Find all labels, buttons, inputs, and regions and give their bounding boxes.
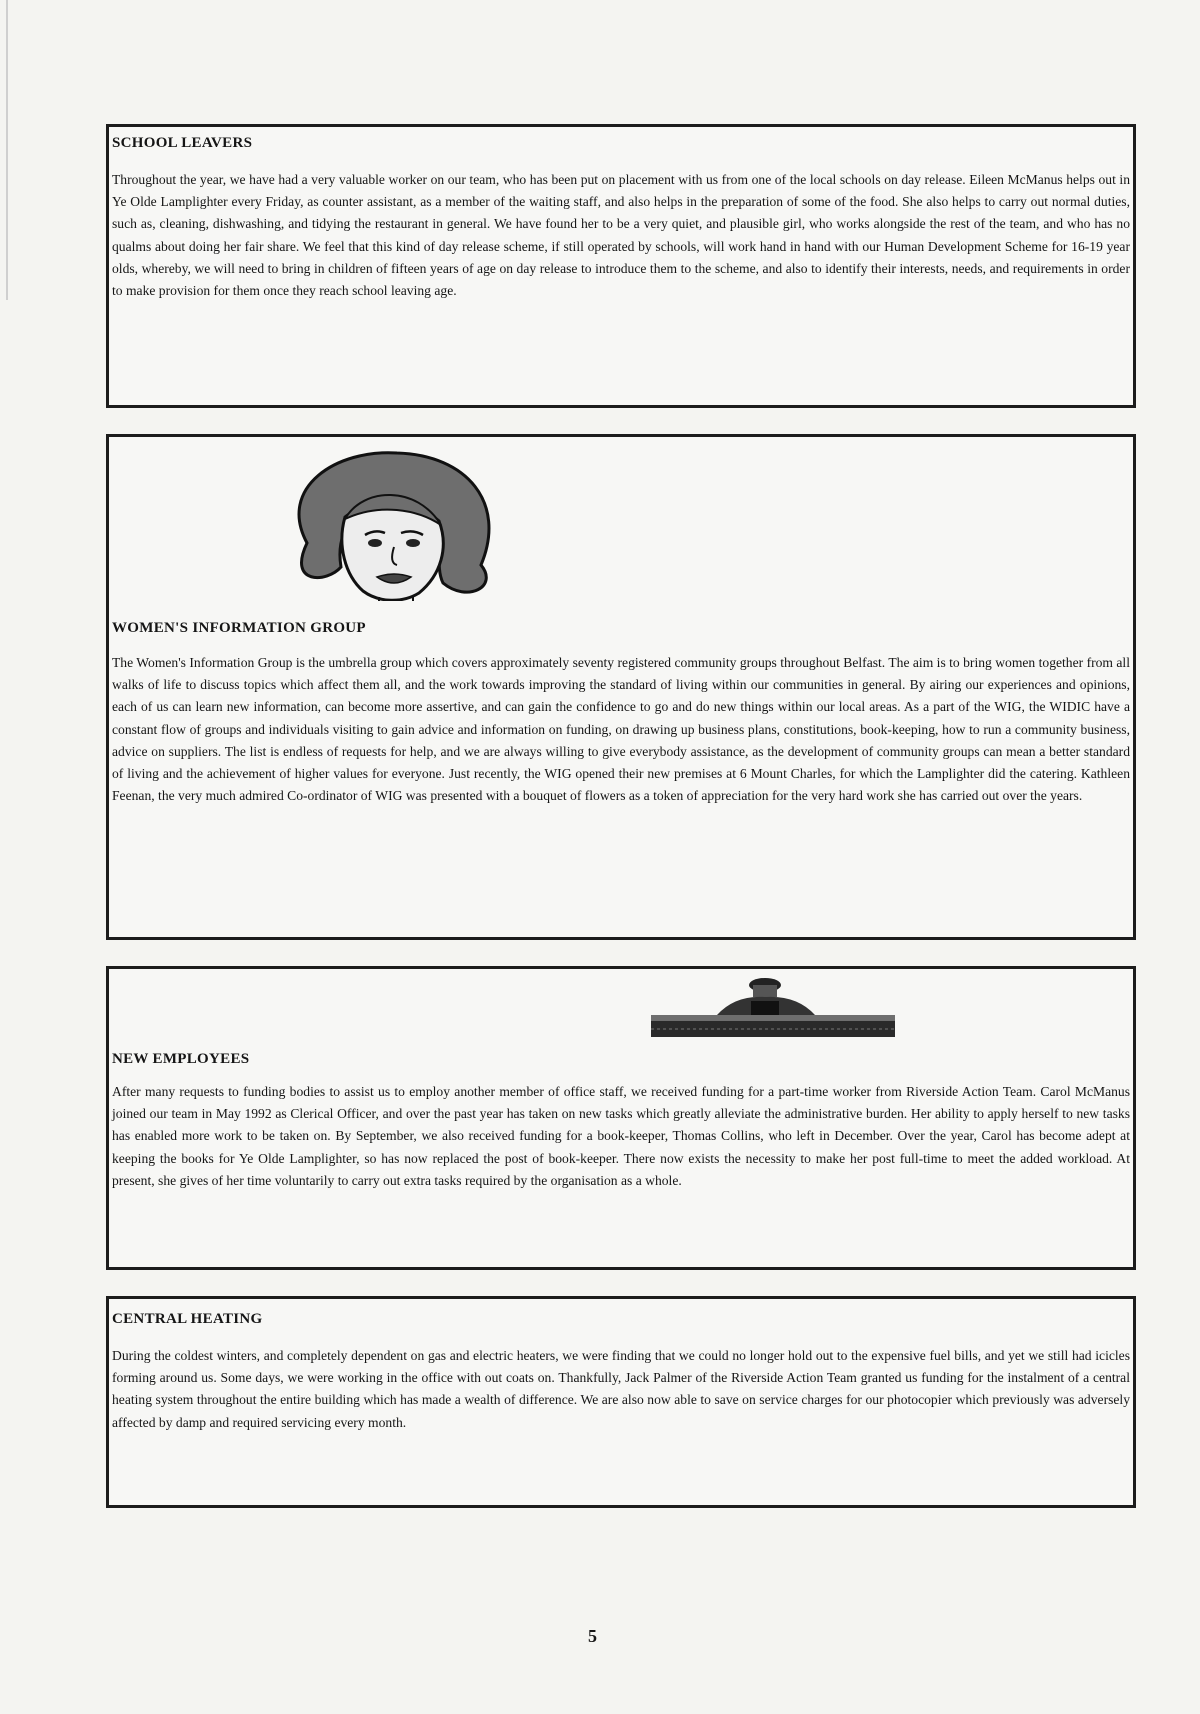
school-leavers-section	[106, 124, 1136, 408]
womens-information-group-title: WOMEN'S INFORMATION GROUP	[112, 620, 366, 636]
page-number: 5	[588, 1626, 597, 1646]
school-leavers-text: Throughout the year, we have had a very valuable worker on our team, who has been put on placement with us from one of the local schools on day release. Eileen McManus helps out in Ye Olde Lamplighter every Friday, as counter assistant, as a member of the waiting staff, and also helps in the preparation of some of the food. She also helps to carry out normal duties, such as, cleaning, dishwashing, and tidying the restaurant in general. We have found her to be a very quiet, and plausible girl, who works alongside the rest of the team, and who has no qualms about doing her fair share. We feel that this kind of day release scheme, if still operated by schools, will work hand in hand with our Human Development Scheme for 16-19 year olds, whereby, we will need to bring in children of fifteen years of age on day release to introduce them to the scheme, and also to identify their interests, needs, and requirements in order to make provision for them once they reach school leaving age.	[112, 172, 1130, 299]
school-leavers-title: SCHOOL LEAVERS	[112, 135, 253, 151]
central-heating-text: During the coldest winters, and completely dependent on gas and electric heaters, we were finding that we could no longer hold out to the expensive fuel bills, and yet we still had icicles forming around us. Some days, we were working in the office with out coats on. Thankfully, Jack Palmer of the Riverside Action Team granted us funding for the instalment of a central heating system throughout the entire building which has made a wealth of difference. We are also now able to save on service charges for our photocopier which previously was adversely affected by damp and required servicing every month.	[112, 1348, 1130, 1430]
woman-portrait-icon	[267, 447, 515, 601]
womens-information-group-text: The Women's Information Group is the umbrella group which covers approximately seventy registered community groups throughout Belfast. The aim is to bring women together from all walks of life to discuss topics which affect them all, and the work towards improving the standard of living within our communities in general. By airing our experiences and opinions, each of us can learn new information, can become more assertive, and can gain the confidence to go and do new things within our local areas. As a part of the WIG, the WIDIC have a constant flow of groups and individuals visiting to gain advice and information on funding, on drawing up business plans, constitutions, book-keeping, how to run a community business, advice on suppliers. The list is endless of requests for help, and we are always willing to give everybody assistance, as the development of community groups can mean a better standard of living and the achievement of higher values for everyone. Just recently, the WIG opened their new premises at 6 Mount Charles, for which the Lamplighter did the catering. Kathleen Feenan, the very much admired Co-ordinator of WIG was presented with a bouquet of flowers as a token of appreciation for the very hard work she has carried out over the years.	[112, 655, 1130, 804]
new-employees-title: NEW EMPLOYEES	[112, 1051, 250, 1067]
office-worker-desk-icon	[647, 973, 899, 1041]
new-employees-text: After many requests to funding bodies to assist us to employ another member of office staff, we received funding for a part-time worker from Riverside Action Team. Carol McManus joined our team in May 1992 as Clerical Officer, and over the past year has taken on new tasks which greatly alleviate the administrative burden. Her ability to apply herself to new tasks has enabled more work to be taken on. By September, we also received funding for a book-keeper, Thomas Collins, who left in December. Over the year, Carol has become adept at keeping the books for Ye Olde Lamplighter, so has now replaced the post of book-keeper. There now exists the necessity to make her post full-time to meet the added workload. At present, she gives of her time voluntarily to carry out extra tasks required by the organisation as a whole.	[112, 1084, 1130, 1188]
womens-information-group-section	[106, 434, 1136, 940]
central-heating-section	[106, 1296, 1136, 1508]
page-edge	[6, 0, 8, 300]
central-heating-title: CENTRAL HEATING	[112, 1311, 263, 1327]
new-employees-section	[106, 966, 1136, 1270]
